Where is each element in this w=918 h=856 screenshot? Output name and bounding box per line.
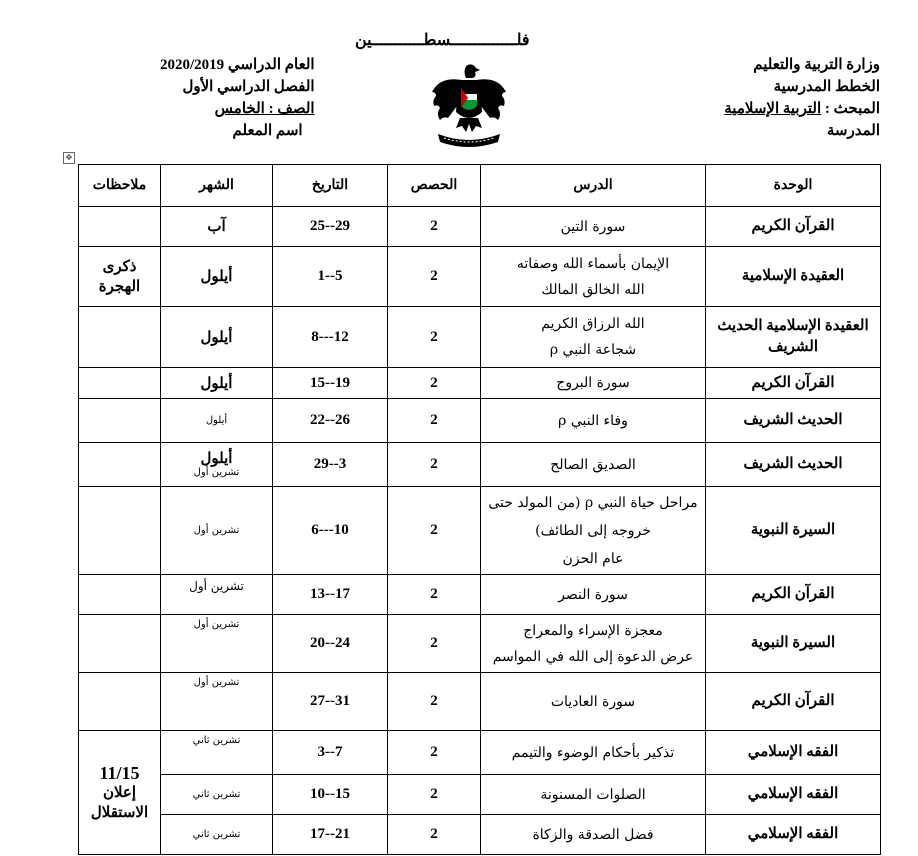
lesson-cell	[481, 487, 706, 575]
date-cell	[273, 207, 388, 247]
lesson-cell	[481, 775, 706, 815]
lesson-plan-table	[78, 164, 881, 855]
lesson-cell	[481, 307, 706, 368]
month-cell: تشرين أول	[161, 575, 273, 615]
unit-cell: الفقه الإسلامي	[706, 815, 881, 855]
lesson-line: سورة التين	[560, 218, 626, 235]
month-cell: تشرين أول	[161, 673, 273, 731]
table-row	[79, 307, 881, 368]
periods-cell: 2	[388, 673, 481, 731]
month-value: أيلول	[200, 451, 233, 467]
date-cell	[273, 443, 388, 487]
subject-line	[724, 98, 880, 120]
date-value: 6---10	[311, 522, 349, 538]
periods-cell: 2	[388, 731, 481, 775]
lesson-line: عرض الدعوة إلى الله في المواسم	[492, 648, 694, 665]
subject-value: التربية الإسلامية	[724, 101, 822, 117]
lesson-line: الله الخالق المالك	[541, 281, 645, 298]
grade-label: الصف :	[268, 101, 315, 117]
table-header-row	[79, 165, 881, 207]
lesson-cell	[481, 815, 706, 855]
table-row	[79, 731, 881, 775]
table-row	[79, 815, 881, 855]
month-cell: آب	[161, 207, 273, 247]
semester: الفصل الدراسي الأول	[182, 79, 315, 95]
note-independence-date: 11/15	[99, 762, 140, 783]
table-row	[79, 673, 881, 731]
month-cell: أيلول	[161, 247, 273, 307]
month-cell	[161, 443, 273, 487]
notes-cell	[79, 207, 161, 247]
lesson-cell	[481, 673, 706, 731]
unit-cell: الفقه الإسلامي	[706, 731, 881, 775]
month-cell: تشرين ثاني	[161, 815, 273, 855]
periods-cell: 2	[388, 247, 481, 307]
header-unit: الوحدة	[706, 165, 881, 207]
lesson-cell	[481, 615, 706, 673]
date-value: 25--29	[310, 218, 350, 234]
unit-cell: القرآن الكريم	[706, 575, 881, 615]
date-cell	[273, 615, 388, 673]
date-value: 29--3	[313, 456, 347, 472]
date-value: 1--5	[317, 268, 343, 284]
header-month: الشهر	[161, 165, 273, 207]
note-independence-line1: إعلان	[102, 784, 137, 801]
lesson-line: وفاء النبي ρ	[558, 412, 628, 429]
palestine-eagle-emblem	[430, 62, 508, 148]
table-row	[79, 575, 881, 615]
date-cell	[273, 775, 388, 815]
header-lesson: الدرس	[481, 165, 706, 207]
note-hijra-line1: ذكرى	[102, 258, 137, 275]
notes-cell-independence	[79, 731, 161, 855]
lesson-cell	[481, 207, 706, 247]
periods-cell: 2	[388, 575, 481, 615]
date-value: 20--24	[310, 635, 350, 651]
unit-cell: العقيدة الإسلامية	[706, 247, 881, 307]
teacher-name-label: اسم المعلم	[232, 123, 303, 139]
note-independence-line2: الاستقلال	[90, 804, 149, 821]
ministry-name: وزارة التربية والتعليم	[753, 57, 880, 73]
table-row	[79, 487, 881, 575]
notes-cell	[79, 368, 161, 399]
notes-cell	[79, 673, 161, 731]
subject-label: المبحث :	[824, 101, 880, 117]
notes-cell	[79, 615, 161, 673]
notes-cell	[79, 443, 161, 487]
month-cell: تشرين أول	[161, 615, 273, 673]
periods-cell: 2	[388, 368, 481, 399]
date-value: 17--21	[310, 826, 350, 842]
date-value: 13--17	[310, 586, 350, 602]
unit-cell: السيرة النبوية	[706, 615, 881, 673]
notes-cell	[79, 575, 161, 615]
month-cell: أيلول	[161, 368, 273, 399]
lesson-cell	[481, 443, 706, 487]
month-cell: تشرين أول	[161, 487, 273, 575]
lesson-cell	[481, 399, 706, 443]
table-row	[79, 443, 881, 487]
header-notes: ملاحظات	[79, 165, 161, 207]
header-left-block	[160, 54, 315, 142]
date-cell	[273, 731, 388, 775]
table-move-handle-icon[interactable]: ✥	[63, 152, 75, 164]
header-right-block	[724, 54, 880, 142]
date-cell	[273, 368, 388, 399]
date-cell	[273, 575, 388, 615]
lesson-cell	[481, 247, 706, 307]
periods-cell: 2	[388, 399, 481, 443]
month-cell: أيلول	[161, 307, 273, 368]
grade-value: الخامس	[214, 101, 265, 117]
date-value: 10--15	[310, 786, 350, 802]
unit-cell: الحديث الشريف	[706, 443, 881, 487]
unit-cell: الحديث الشريف	[706, 399, 881, 443]
date-cell	[273, 399, 388, 443]
lesson-cell	[481, 731, 706, 775]
lesson-cell	[481, 368, 706, 399]
lesson-line: معجزة الإسراء والمعراج	[523, 622, 663, 639]
lesson-line: الإيمان بأسماء الله وصفاته	[516, 255, 670, 272]
lesson-cell	[481, 575, 706, 615]
unit-cell: العقيدة الإسلامية الحديث الشريف	[706, 307, 881, 368]
date-value: 15--19	[310, 374, 350, 391]
periods-cell: 2	[388, 443, 481, 487]
month-cell: أيلول	[161, 399, 273, 443]
month-cell: تشرين ثاني	[161, 775, 273, 815]
notes-cell	[79, 247, 161, 307]
lesson-line: الصديق الصالح	[550, 456, 636, 473]
lesson-line: سورة البروج	[556, 375, 630, 391]
school-label: المدرسة	[826, 123, 880, 139]
date-value: 3--7	[317, 744, 343, 760]
notes-cell	[79, 399, 161, 443]
periods-cell: 2	[388, 775, 481, 815]
lesson-line: مراحل حياة النبي ρ (من المولد حتى	[488, 494, 698, 511]
table-row	[79, 399, 881, 443]
periods-cell: 2	[388, 487, 481, 575]
periods-cell: 2	[388, 307, 481, 368]
lesson-line: تذكير بأحكام الوضوء والتيمم	[511, 744, 675, 761]
date-value: 8---12	[311, 328, 349, 345]
lesson-line: الصلوات المسنونة	[540, 786, 646, 803]
date-value: 27--31	[310, 693, 350, 709]
table-row	[79, 775, 881, 815]
header-date: التاريخ	[273, 165, 388, 207]
lesson-line: خروجه إلى الطائف)	[535, 522, 651, 539]
lesson-line: سورة العاديات	[550, 693, 636, 710]
date-cell	[273, 673, 388, 731]
table-row	[79, 207, 881, 247]
unit-cell: الفقه الإسلامي	[706, 775, 881, 815]
table-row	[79, 247, 881, 307]
periods-cell: 2	[388, 815, 481, 855]
table-row	[79, 368, 881, 399]
lesson-line: سورة النصر	[558, 586, 628, 603]
periods-cell: 2	[388, 207, 481, 247]
unit-cell: القرآن الكريم	[706, 368, 881, 399]
notes-cell	[79, 487, 161, 575]
lesson-line: الله الرزاق الكريم	[541, 316, 645, 332]
note-hijra-line2: الهجرة	[98, 278, 141, 295]
month-cell: تشرين ثاني	[161, 731, 273, 775]
grade-line	[160, 98, 315, 120]
month-value-2: تشرين أول	[193, 467, 240, 478]
date-cell	[273, 307, 388, 368]
header-periods: الحصص	[388, 165, 481, 207]
periods-cell: 2	[388, 615, 481, 673]
date-cell	[273, 815, 388, 855]
table-row	[79, 615, 881, 673]
academic-year: العام الدراسي 2020/2019	[160, 57, 315, 73]
lesson-line: فضل الصدقة والزكاة	[532, 826, 654, 843]
date-cell	[273, 487, 388, 575]
date-cell	[273, 247, 388, 307]
lesson-line: عام الحزن	[562, 550, 624, 567]
school-plans: الخطط المدرسية	[773, 79, 880, 95]
date-value: 22--26	[310, 412, 350, 428]
unit-cell: السيرة النبوية	[706, 487, 881, 575]
unit-cell: القرآن الكريم	[706, 207, 881, 247]
notes-cell	[79, 307, 161, 368]
lesson-line: شجاعة النبي ρ	[549, 342, 637, 358]
country-title: فلــــــــــــــسطـــــــــــين	[355, 32, 530, 49]
unit-cell: القرآن الكريم	[706, 673, 881, 731]
